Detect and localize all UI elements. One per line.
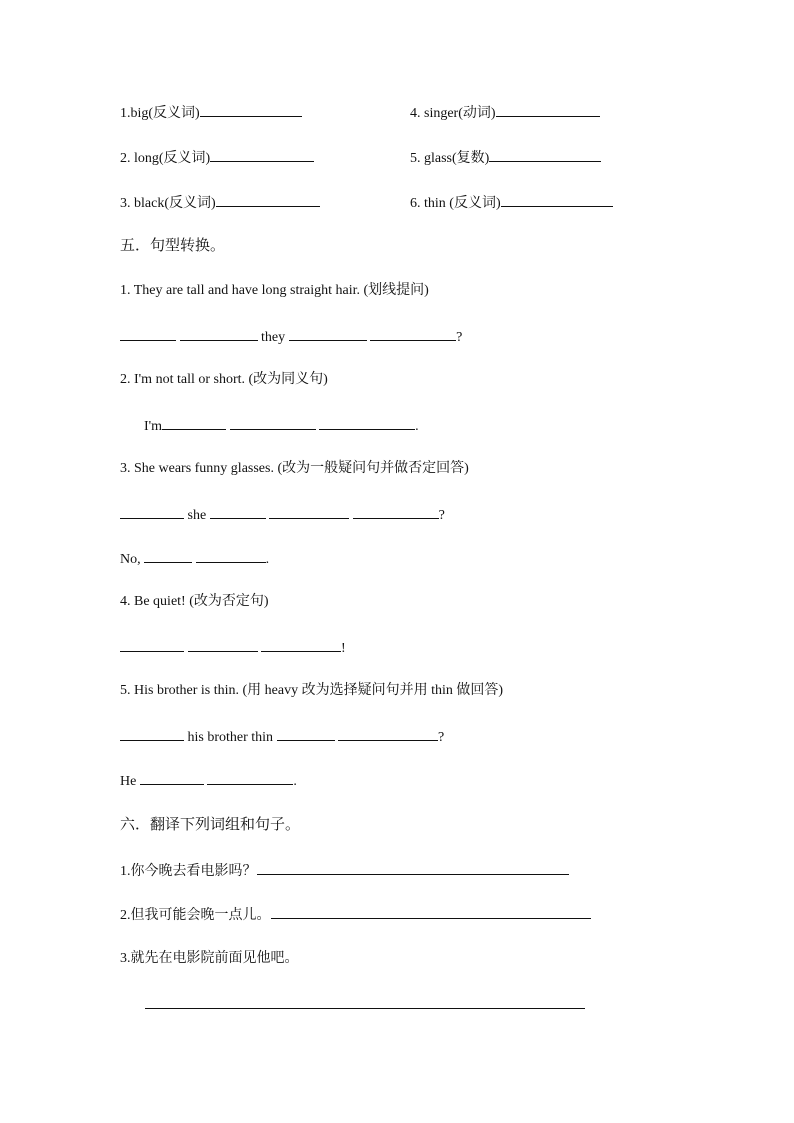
- s5-answer-3-end: ?: [438, 508, 445, 523]
- answer-blank[interactable]: [277, 726, 335, 741]
- answer-blank[interactable]: [230, 415, 316, 430]
- vocab-item-1: [120, 102, 302, 124]
- answer-blank[interactable]: [210, 147, 314, 162]
- answer-blank[interactable]: [257, 860, 569, 875]
- answer-blank[interactable]: [501, 192, 613, 207]
- s5-answer-2-start: I'm: [144, 419, 163, 434]
- s5-answer-3: [120, 504, 445, 526]
- answer-blank[interactable]: [120, 726, 184, 741]
- answer-blank[interactable]: [120, 637, 184, 652]
- s5-answer-4: [120, 637, 346, 659]
- s5-question-3: 3. She wears funny glasses. (改为一般疑问句并做否定回答): [120, 461, 469, 476]
- vocab-item-6: [410, 192, 613, 214]
- answer-blank[interactable]: [200, 102, 302, 117]
- vocab-item-5-text: 5. glass(复数): [410, 151, 490, 166]
- answer-blank[interactable]: [370, 326, 456, 341]
- vocab-item-4-text: 4. singer(动词): [410, 106, 496, 121]
- s5-answer-3-no-end: .: [265, 552, 270, 567]
- answer-blank[interactable]: [180, 326, 258, 341]
- s5-answer-2-end: .: [415, 419, 419, 434]
- answer-blank[interactable]: [120, 504, 184, 519]
- answer-blank[interactable]: [196, 548, 266, 563]
- answer-blank[interactable]: [353, 504, 439, 519]
- section-5-title: 五．句型转换。: [120, 238, 226, 254]
- s6-question-2-text: 2.但我可能会晚一点儿。: [120, 908, 271, 923]
- vocab-item-5: [410, 147, 601, 169]
- s6-question-1: [120, 860, 569, 882]
- answer-blank[interactable]: [319, 415, 415, 430]
- vocab-item-2: [120, 147, 314, 169]
- answer-blank[interactable]: [289, 326, 367, 341]
- s5-answer-3-word: she: [187, 508, 207, 523]
- answer-blank[interactable]: [144, 548, 192, 563]
- s5-question-1: 1. They are tall and have long straight hair. (划线提问): [120, 283, 429, 298]
- section-6-title: 六．翻译下列词组和句子。: [120, 817, 301, 833]
- s5-answer-5-he-word: He: [120, 774, 137, 789]
- s5-answer-2: [144, 415, 419, 437]
- answer-blank[interactable]: [261, 637, 341, 652]
- s5-question-5: 5. His brother is thin. (用 heavy 改为选择疑问句并用 thin 做回答): [120, 683, 504, 698]
- vocab-item-6-text: 6. thin (反义词): [410, 196, 501, 211]
- s5-answer-5-end: ?: [438, 730, 445, 745]
- s6-question-3: 3.就先在电影院前面见他吧。: [120, 951, 299, 966]
- s6-question-2: [120, 904, 591, 926]
- answer-blank[interactable]: [207, 770, 293, 785]
- answer-blank[interactable]: [271, 904, 591, 919]
- s6-question-1-text: 1.你今晚去看电影吗？: [120, 864, 257, 879]
- s5-answer-3-no: [120, 548, 269, 570]
- answer-blank[interactable]: [162, 415, 226, 430]
- s5-answer-1-end: ?: [456, 330, 463, 345]
- s5-answer-5-he-end: .: [293, 774, 297, 789]
- s5-answer-4-end: !: [341, 641, 346, 656]
- s5-answer-1: [120, 326, 462, 348]
- answer-blank[interactable]: [140, 770, 204, 785]
- answer-blank[interactable]: [269, 504, 349, 519]
- s5-question-2: 2. I'm not tall or short. (改为同义句): [120, 372, 328, 387]
- answer-blank[interactable]: [210, 504, 266, 519]
- s5-answer-5: [120, 726, 444, 748]
- vocab-item-3-text: 3. black(反义词): [120, 196, 216, 211]
- s5-answer-3-no-word: No,: [120, 552, 141, 567]
- answer-blank[interactable]: [216, 192, 320, 207]
- vocab-item-4: [410, 102, 600, 124]
- answer-blank[interactable]: [489, 147, 601, 162]
- answer-blank[interactable]: [120, 326, 176, 341]
- answer-blank[interactable]: [496, 102, 600, 117]
- answer-blank[interactable]: [338, 726, 438, 741]
- s5-answer-5-he: [120, 770, 297, 792]
- vocab-item-1-text: 1.big(反义词): [120, 106, 200, 121]
- s5-answer-1-word: they: [261, 330, 286, 345]
- answer-blank[interactable]: [188, 637, 258, 652]
- answer-line[interactable]: [145, 1008, 585, 1009]
- s5-question-4: 4. Be quiet! (改为否定句): [120, 594, 269, 609]
- s5-answer-5-words: his brother thin: [187, 730, 274, 745]
- vocab-item-2-text: 2. long(反义词): [120, 151, 211, 166]
- vocab-item-3: [120, 192, 320, 214]
